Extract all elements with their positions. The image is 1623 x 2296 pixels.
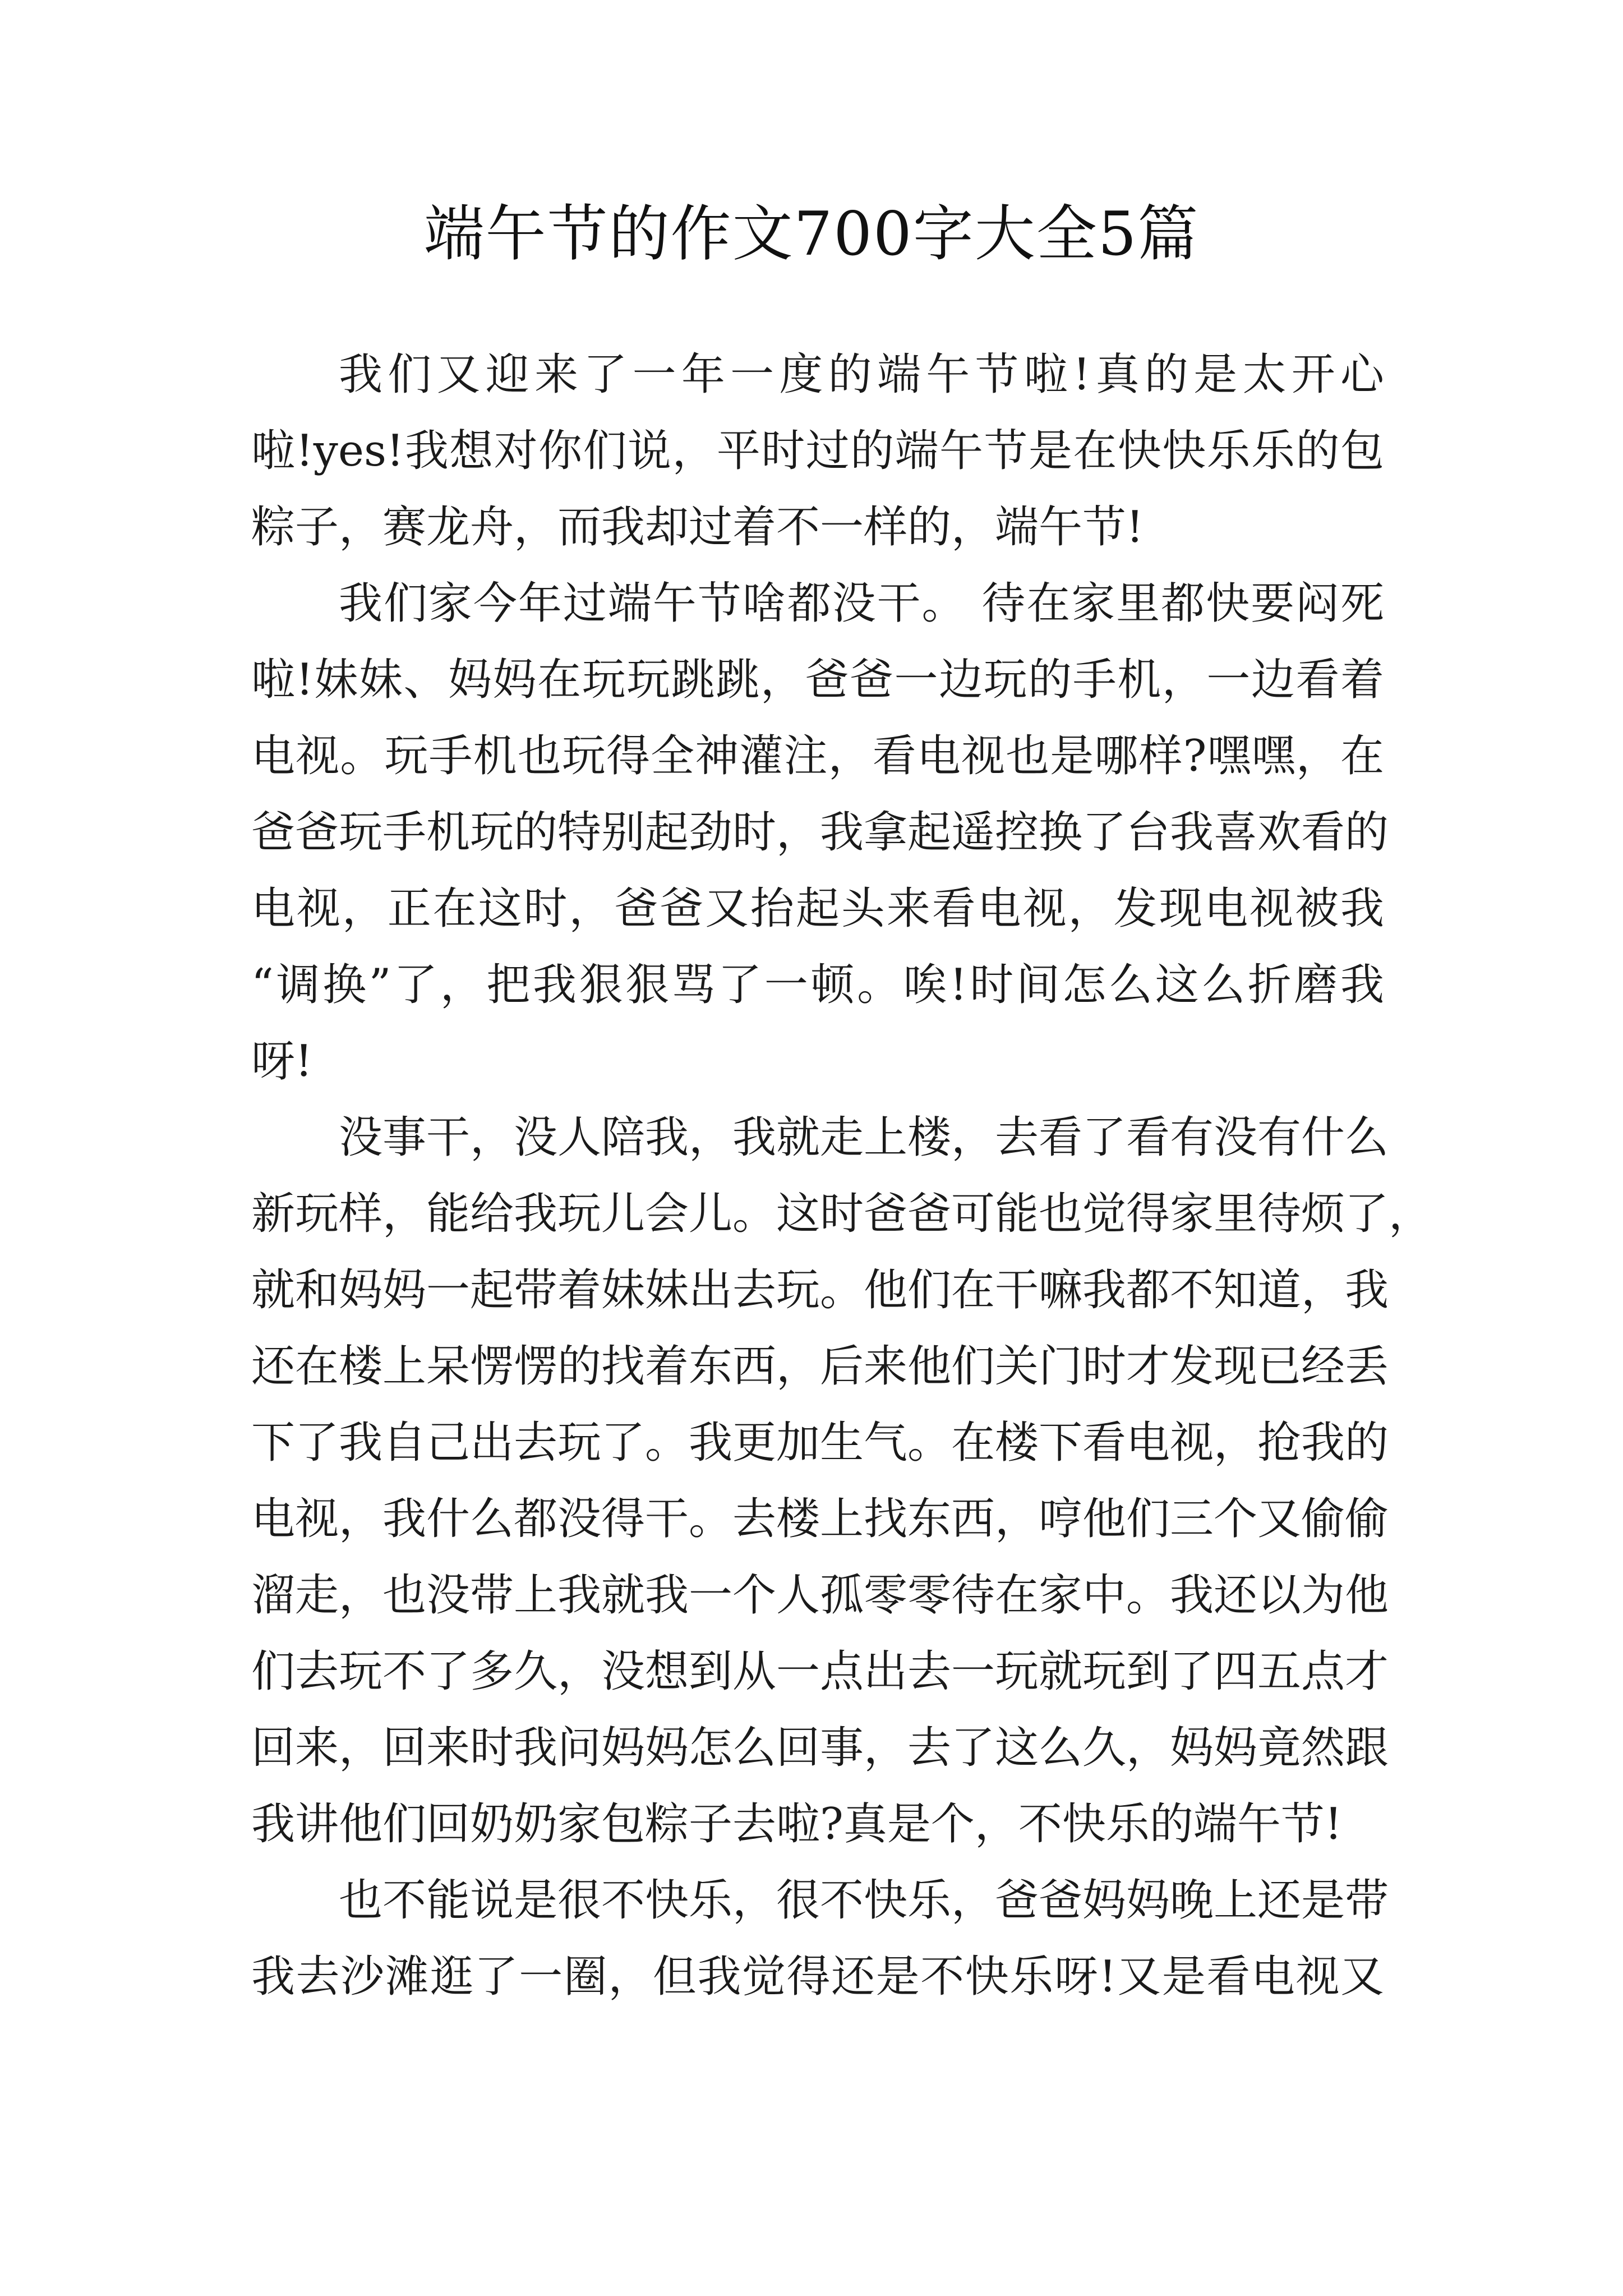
document-title: 端午节的作文700字大全5篇	[423, 199, 1200, 269]
text-line: 电视。玩手机也玩得全神灌注，看电视也是哪样?嘿嘿，在	[251, 731, 1384, 781]
text-line: 也不能说是很不快乐，很不快乐，爸爸妈妈晚上还是带	[339, 1875, 1389, 1926]
text-line: 我们又迎来了一年一度的端午节啦!真的是太开心	[339, 349, 1384, 400]
text-line: 们去玩不了多久，没想到从一点出去一玩就玩到了四五点才	[251, 1646, 1389, 1697]
text-line: “调换”了，把我狠狠骂了一顿。唉!时间怎么这么折磨我	[251, 960, 1384, 1010]
paragraph	[251, 337, 1384, 565]
text-line: 啦!妹妹、妈妈在玩玩跳跳，爸爸一边玩的手机，一边看着	[251, 655, 1384, 705]
text-line: 就和妈妈一起带着妹妹出去玩。他们在干嘛我都不知道，我	[251, 1265, 1389, 1315]
paragraph	[251, 1862, 1389, 2015]
document-body	[251, 337, 1433, 2015]
text-line: 溜走，也没带上我就我一个人孤零零待在家中。我还以为他	[251, 1570, 1389, 1621]
text-line: 我去沙滩逛了一圈，但我觉得还是不快乐呀!又是看电视又	[251, 1952, 1384, 2002]
paragraph	[251, 1099, 1433, 1862]
text-line: 我讲他们回奶奶家包粽子去啦?真是个，不快乐的端午节!	[251, 1799, 1343, 1849]
text-line: 没事干，没人陪我，我就走上楼，去看了看有没有什么	[339, 1112, 1389, 1163]
text-line: 还在楼上呆愣愣的找着东西，后来他们关门时才发现已经丢	[251, 1341, 1389, 1392]
text-line: 我们家今年过端午节啥都没干。 待在家里都快要闷死	[339, 578, 1384, 629]
text-line: 回来，回来时我问妈妈怎么回事，去了这么久，妈妈竟然跟	[251, 1723, 1389, 1773]
paragraph	[251, 565, 1389, 1099]
text-line: 啦!yes!我想对你们说，平时过的端午节是在快快乐乐的包	[251, 426, 1384, 476]
text-line: 爸爸玩手机玩的特别起劲时，我拿起遥控换了台我喜欢看的	[251, 807, 1389, 858]
text-line: 电视，我什么都没得干。去楼上找东西，哼他们三个又偷偷	[251, 1494, 1389, 1544]
text-line: 新玩样，能给我玩儿会儿。这时爸爸可能也觉得家里待烦了，	[251, 1189, 1433, 1239]
text-line: 下了我自己出去玩了。我更加生气。在楼下看电视，抢我的	[251, 1418, 1389, 1468]
text-line: 呀!	[251, 1036, 313, 1087]
text-line: 电视，正在这时，爸爸又抬起头来看电视，发现电视被我	[251, 884, 1384, 934]
text-line: 粽子，赛龙舟，而我却过着不一样的，端午节!	[251, 502, 1144, 553]
